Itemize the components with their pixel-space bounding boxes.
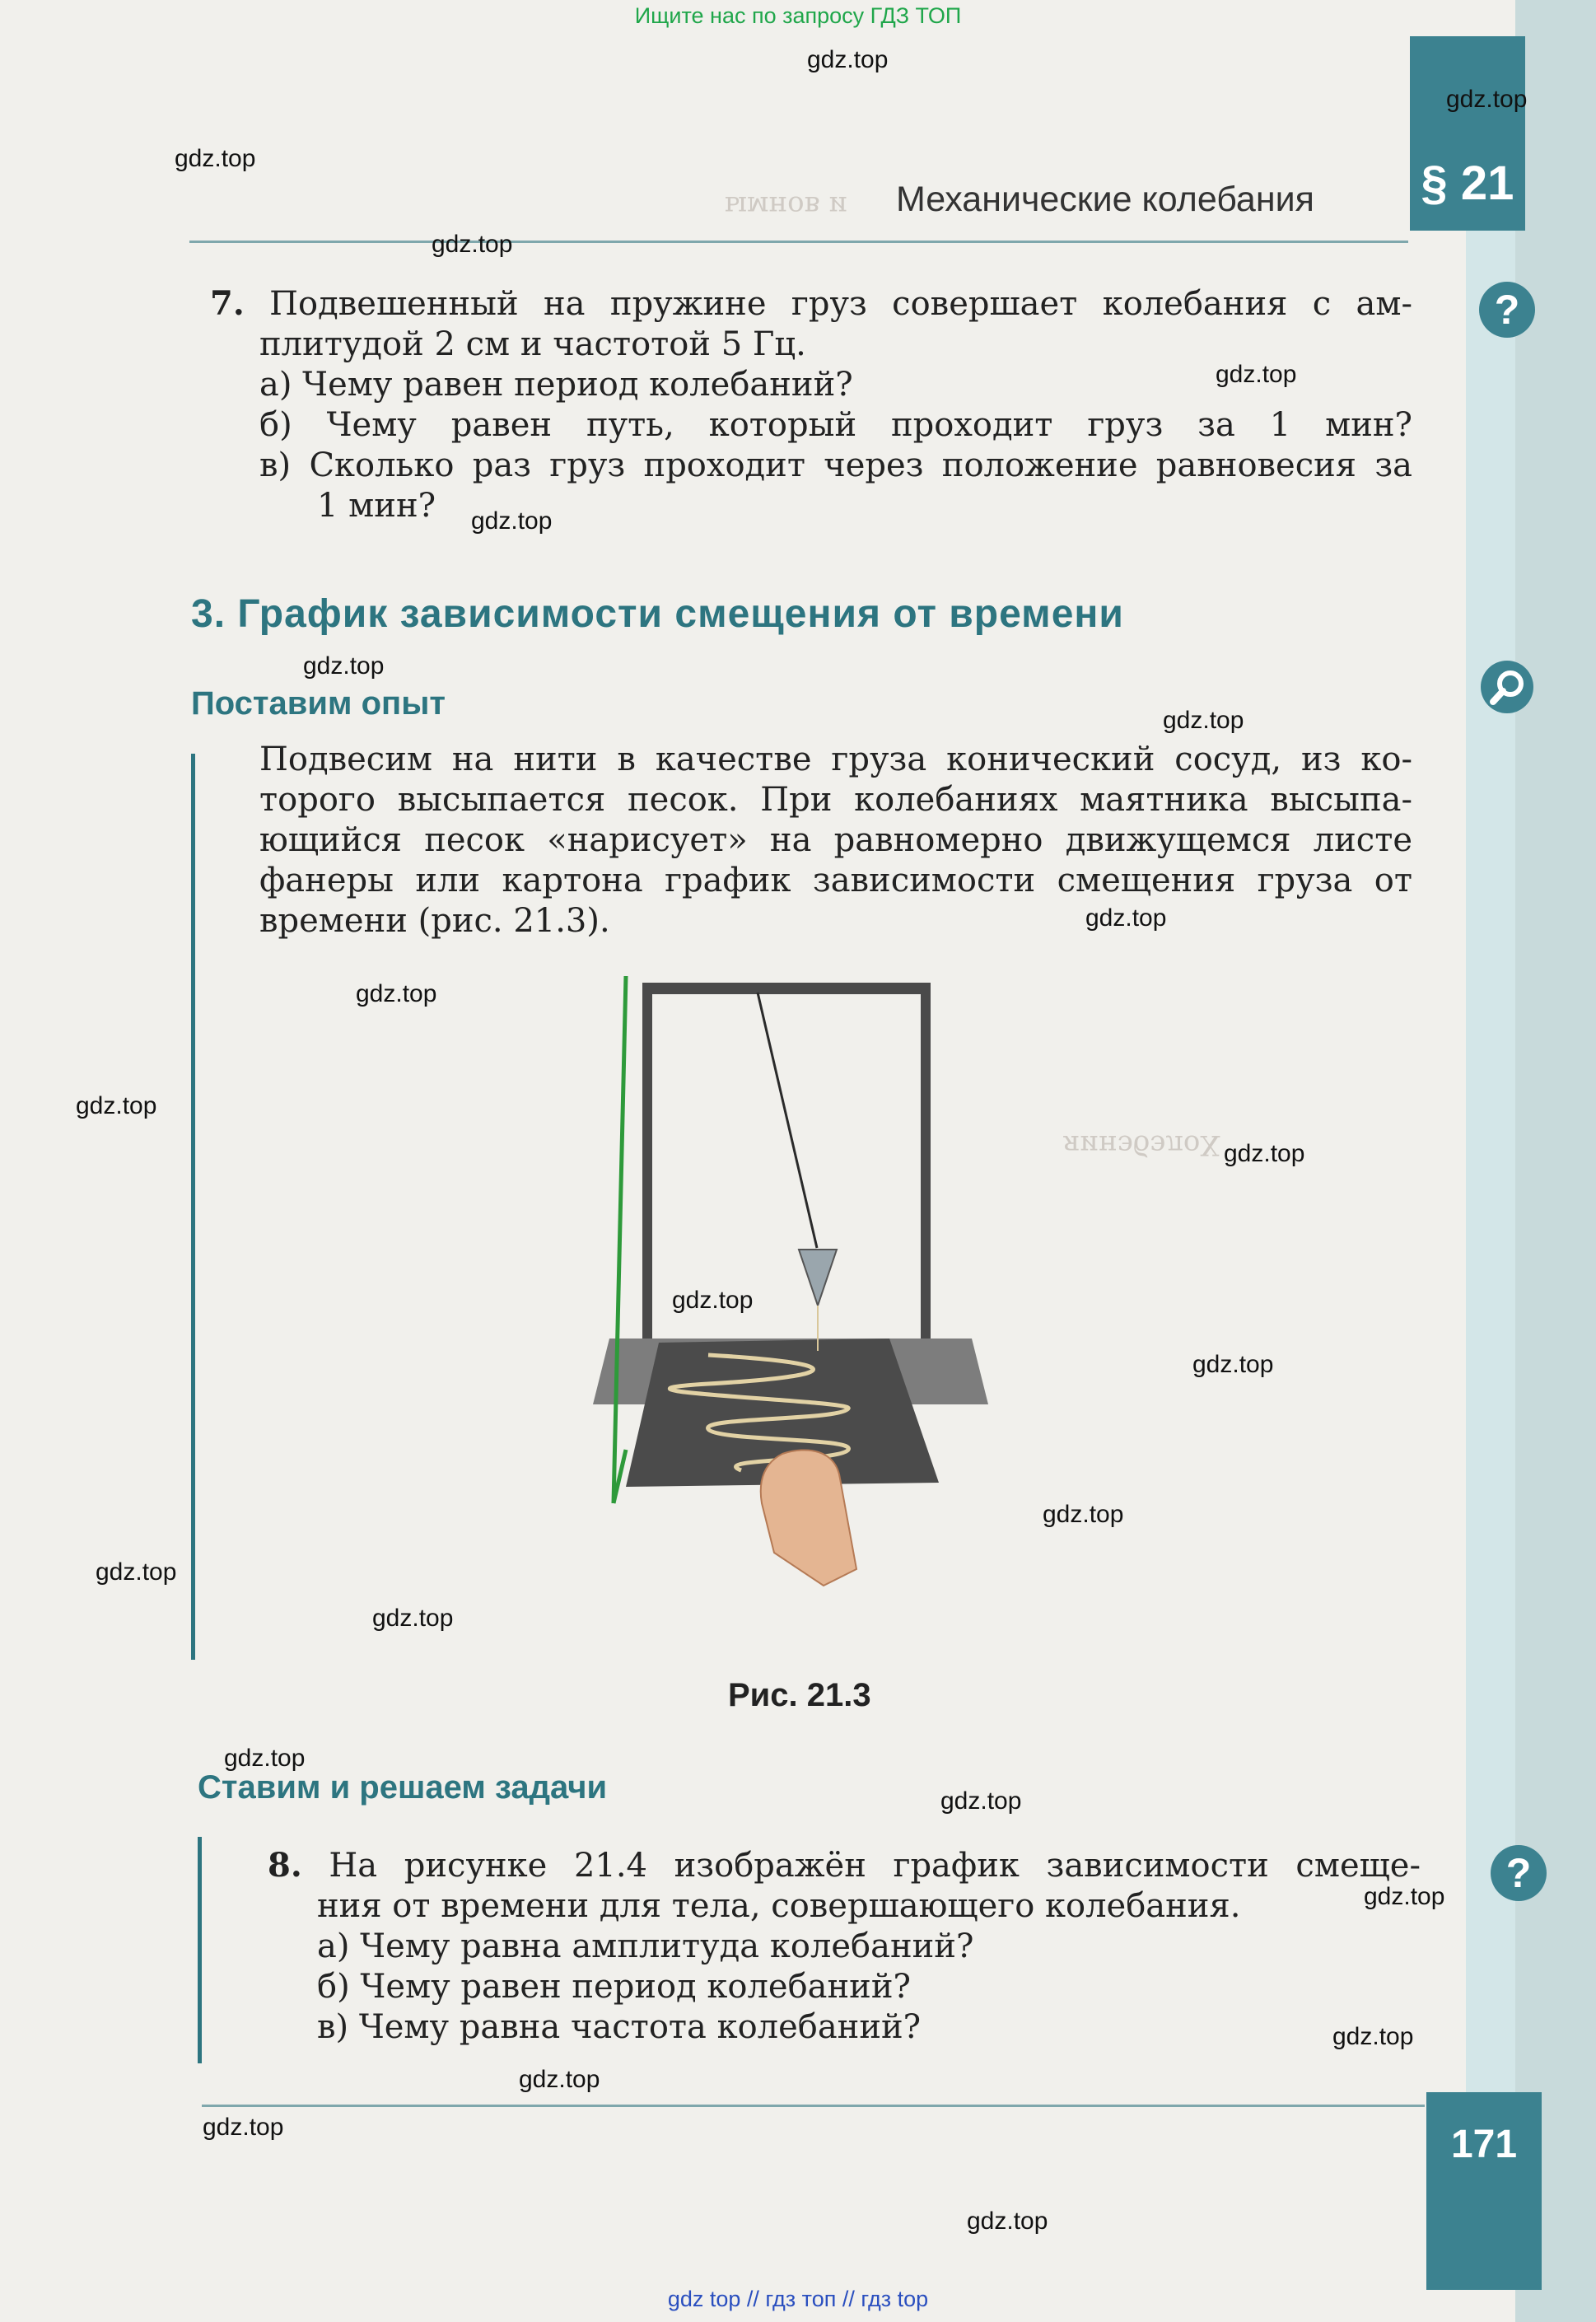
text-line: времени (рис. 21.3). xyxy=(259,902,610,940)
page-edge xyxy=(1515,0,1596,2322)
chapter-title: Механические колебания xyxy=(896,180,1314,219)
watermark: gdz.top xyxy=(356,980,437,1007)
watermark: gdz.top xyxy=(1446,86,1528,113)
frame-left xyxy=(642,983,652,1370)
watermark: gdz.top xyxy=(1216,361,1297,388)
bleed-through-text: яинэбэлоХ xyxy=(1062,1128,1220,1161)
task-number: 8. xyxy=(268,1846,302,1885)
text-line: фанеры или картона график зависимости смещения груза от xyxy=(259,862,1412,899)
watermark: gdz.top xyxy=(519,2066,600,2093)
task-text: Подвешенный на пружине груз совершает колебания с ам- xyxy=(269,285,1412,323)
problems-bar xyxy=(198,1837,202,2063)
watermark: gdz.top xyxy=(1364,1883,1445,1910)
watermark: gdz.top xyxy=(940,1787,1022,1815)
watermark: gdz.top xyxy=(303,652,385,680)
task-option-c-cont: 1 мин? xyxy=(317,487,436,525)
top-banner[interactable]: Ищите нас по запросу ГДЗ ТОП xyxy=(634,3,962,28)
watermark: gdz.top xyxy=(471,507,553,535)
watermark: gdz.top xyxy=(1332,2023,1414,2050)
experiment-heading: Поставим опыт xyxy=(191,685,446,722)
watermark: gdz.top xyxy=(967,2208,1048,2235)
watermark: gdz.top xyxy=(1224,1140,1305,1167)
section-bar xyxy=(191,754,195,1660)
problems-heading: Ставим и решаем задачи xyxy=(198,1769,608,1806)
task-option-c: в) Чему равна частота колебаний? xyxy=(317,2008,922,2046)
question-icon: ? xyxy=(1479,282,1535,338)
frame-top xyxy=(642,983,931,994)
text-line: ющийся песок «нарисует» на равномерно движущемся листе xyxy=(259,821,1412,859)
task-option-a: а) Чему равна амплитуда колебаний? xyxy=(317,1927,974,1965)
watermark: gdz.top xyxy=(76,1092,157,1119)
task-option-b: б) Чему равен путь, который проходит груз за 1 мин? xyxy=(259,406,1412,444)
watermark: gdz.top xyxy=(807,46,889,73)
text-line: Подвесим на нити в качестве груза конический сосуд, из ко- xyxy=(259,741,1412,778)
watermark: gdz.top xyxy=(224,1745,306,1772)
arrow xyxy=(614,976,626,1503)
text-line: торого высыпается песок. При колебаниях маятника высыпа- xyxy=(259,781,1412,819)
experiment-text xyxy=(259,740,1412,941)
task-option-b: б) Чему равен период колебаний? xyxy=(317,1968,911,2006)
bleed-through-text: ымнов и xyxy=(725,189,848,222)
watermark: gdz.top xyxy=(672,1287,754,1314)
bottom-banner[interactable]: gdz top // гдз топ // гдз top xyxy=(667,2287,929,2311)
task-text: ния от времени для тела, совершающего колебания. xyxy=(317,1887,1241,1925)
watermark: gdz.top xyxy=(1192,1351,1274,1378)
task-option-c: в) Сколько раз груз проходит через положение равновесия за xyxy=(259,446,1412,484)
sand-cone xyxy=(799,1250,837,1306)
task-text: плитудой 2 см и частотой 5 Гц. xyxy=(259,325,806,363)
paragraph-tab xyxy=(1410,36,1528,231)
watermark: gdz.top xyxy=(372,1605,454,1632)
section-title: 3. График зависимости смещения от времени xyxy=(191,592,1124,636)
figure-caption: Рис. 21.3 xyxy=(728,1677,871,1713)
paragraph-label: § 21 xyxy=(1421,157,1514,210)
footer-rule xyxy=(202,2105,1425,2107)
watermark: gdz.top xyxy=(1085,904,1167,932)
watermark: gdz.top xyxy=(1163,707,1244,734)
page-number: 171 xyxy=(1450,2123,1518,2166)
header-rule xyxy=(189,241,1408,243)
task-text: На рисунке 21.4 изображён график зависимости смеще- xyxy=(329,1847,1421,1885)
pendulum-string xyxy=(758,993,817,1248)
task-7 xyxy=(210,283,1412,526)
task-number: 7. xyxy=(210,284,245,323)
watermark: gdz.top xyxy=(432,231,513,258)
watermark: gdz.top xyxy=(203,2114,284,2141)
watermark: gdz.top xyxy=(175,145,256,172)
task-8 xyxy=(268,1845,1421,2048)
side-strip xyxy=(1466,231,1515,2290)
magnifier-icon xyxy=(1481,661,1533,713)
pendulum-figure xyxy=(576,976,1005,1652)
watermark: gdz.top xyxy=(1043,1501,1124,1528)
watermark: gdz.top xyxy=(96,1558,177,1586)
question-icon: ? xyxy=(1491,1845,1547,1901)
task-option-a: а) Чему равен период колебаний? xyxy=(259,366,853,404)
page-number-tab xyxy=(1426,2092,1542,2290)
frame-right xyxy=(921,983,931,1370)
